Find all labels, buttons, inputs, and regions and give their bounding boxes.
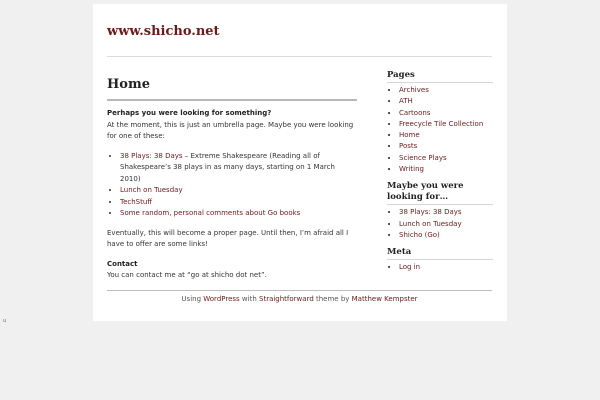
maybe-widget-title: Maybe you were looking for… xyxy=(387,181,493,205)
link-techstuff[interactable]: TechStuff xyxy=(120,197,153,206)
list-item xyxy=(399,164,493,175)
sidebar xyxy=(387,70,493,280)
maybe-widget xyxy=(387,181,493,241)
footer xyxy=(107,295,492,303)
contact-text: You can contact me at “go at shicho dot net”. xyxy=(107,271,267,279)
sidebar-item-38-plays[interactable]: 38 Plays: 38 Days xyxy=(399,208,462,217)
link-38-plays-description: – Extreme Shakespeare (Reading all of Shakespeare’s 38 plays in as many days, starting on 1 March 2010) xyxy=(120,151,335,183)
list-item xyxy=(399,85,493,96)
list-item xyxy=(399,96,493,107)
lead-heading: Perhaps you were looking for something? xyxy=(107,109,272,117)
sidebar-item-freecycle[interactable]: Freecycle Tile Collection xyxy=(399,119,484,128)
sidebar-item-home[interactable]: Home xyxy=(399,131,420,140)
page-container xyxy=(93,4,507,321)
eventually-paragraph: Eventually, this will become a proper page. Until then, I’m afraid all I have to offer are some links! xyxy=(107,228,349,248)
list-item xyxy=(399,141,493,152)
list-item xyxy=(120,197,357,209)
list-item xyxy=(399,108,493,119)
list-item xyxy=(399,207,493,218)
list-item xyxy=(120,208,357,220)
footer-divider xyxy=(107,290,492,291)
sidebar-item-lunch-on-tuesday[interactable]: Lunch on Tuesday xyxy=(399,219,462,228)
author-link[interactable]: Matthew Kempster xyxy=(351,295,418,303)
list-item xyxy=(399,230,493,241)
login-link[interactable]: Log in xyxy=(399,263,421,272)
sidebar-item-archives[interactable]: Archives xyxy=(399,86,429,94)
sidebar-item-writing[interactable]: Writing xyxy=(399,165,424,174)
meta-widget xyxy=(387,247,493,273)
sidebar-item-science-plays[interactable]: Science Plays xyxy=(399,153,447,162)
link-38-plays[interactable]: 38 Plays: 38 Days xyxy=(120,151,183,160)
sidebar-item-shicho-go[interactable]: Shicho (Go) xyxy=(399,230,440,239)
header-divider xyxy=(107,56,492,57)
meta-list xyxy=(387,262,493,273)
pages-widget xyxy=(387,70,493,175)
stray-mark: u xyxy=(3,318,7,324)
sidebar-item-posts[interactable]: Posts xyxy=(399,142,418,151)
wordpress-link[interactable]: WordPress xyxy=(203,295,240,303)
sidebar-item-cartoons[interactable]: Cartoons xyxy=(399,108,431,117)
list-item xyxy=(120,185,357,197)
list-item xyxy=(399,130,493,141)
footer-with-text: with xyxy=(239,295,259,303)
meta-widget-title: Meta xyxy=(387,247,493,260)
list-item xyxy=(399,262,493,273)
contact-heading: Contact xyxy=(107,259,138,268)
content-link-list xyxy=(107,151,357,220)
main-content xyxy=(107,76,357,290)
list-item xyxy=(399,219,493,230)
pages-widget-title: Pages xyxy=(387,70,493,83)
site-title-link[interactable]: www.shicho.net xyxy=(107,24,220,39)
theme-link[interactable]: Straightforward xyxy=(259,295,314,303)
list-item xyxy=(120,151,357,186)
footer-theme-by-text: theme by xyxy=(313,295,352,303)
page-title: Home xyxy=(107,76,357,101)
list-item xyxy=(399,153,493,164)
intro-paragraph: At the moment, this is just an umbrella page. Maybe you were looking for one of these: xyxy=(107,120,354,140)
list-item xyxy=(399,119,493,130)
sidebar-item-ath[interactable]: ATH xyxy=(399,97,413,106)
pages-list xyxy=(387,85,493,175)
footer-using-text: Using xyxy=(181,295,204,303)
link-go-books[interactable]: Some random, personal comments about Go books xyxy=(120,209,301,217)
link-lunch-on-tuesday[interactable]: Lunch on Tuesday xyxy=(120,186,183,194)
maybe-list xyxy=(387,207,493,241)
